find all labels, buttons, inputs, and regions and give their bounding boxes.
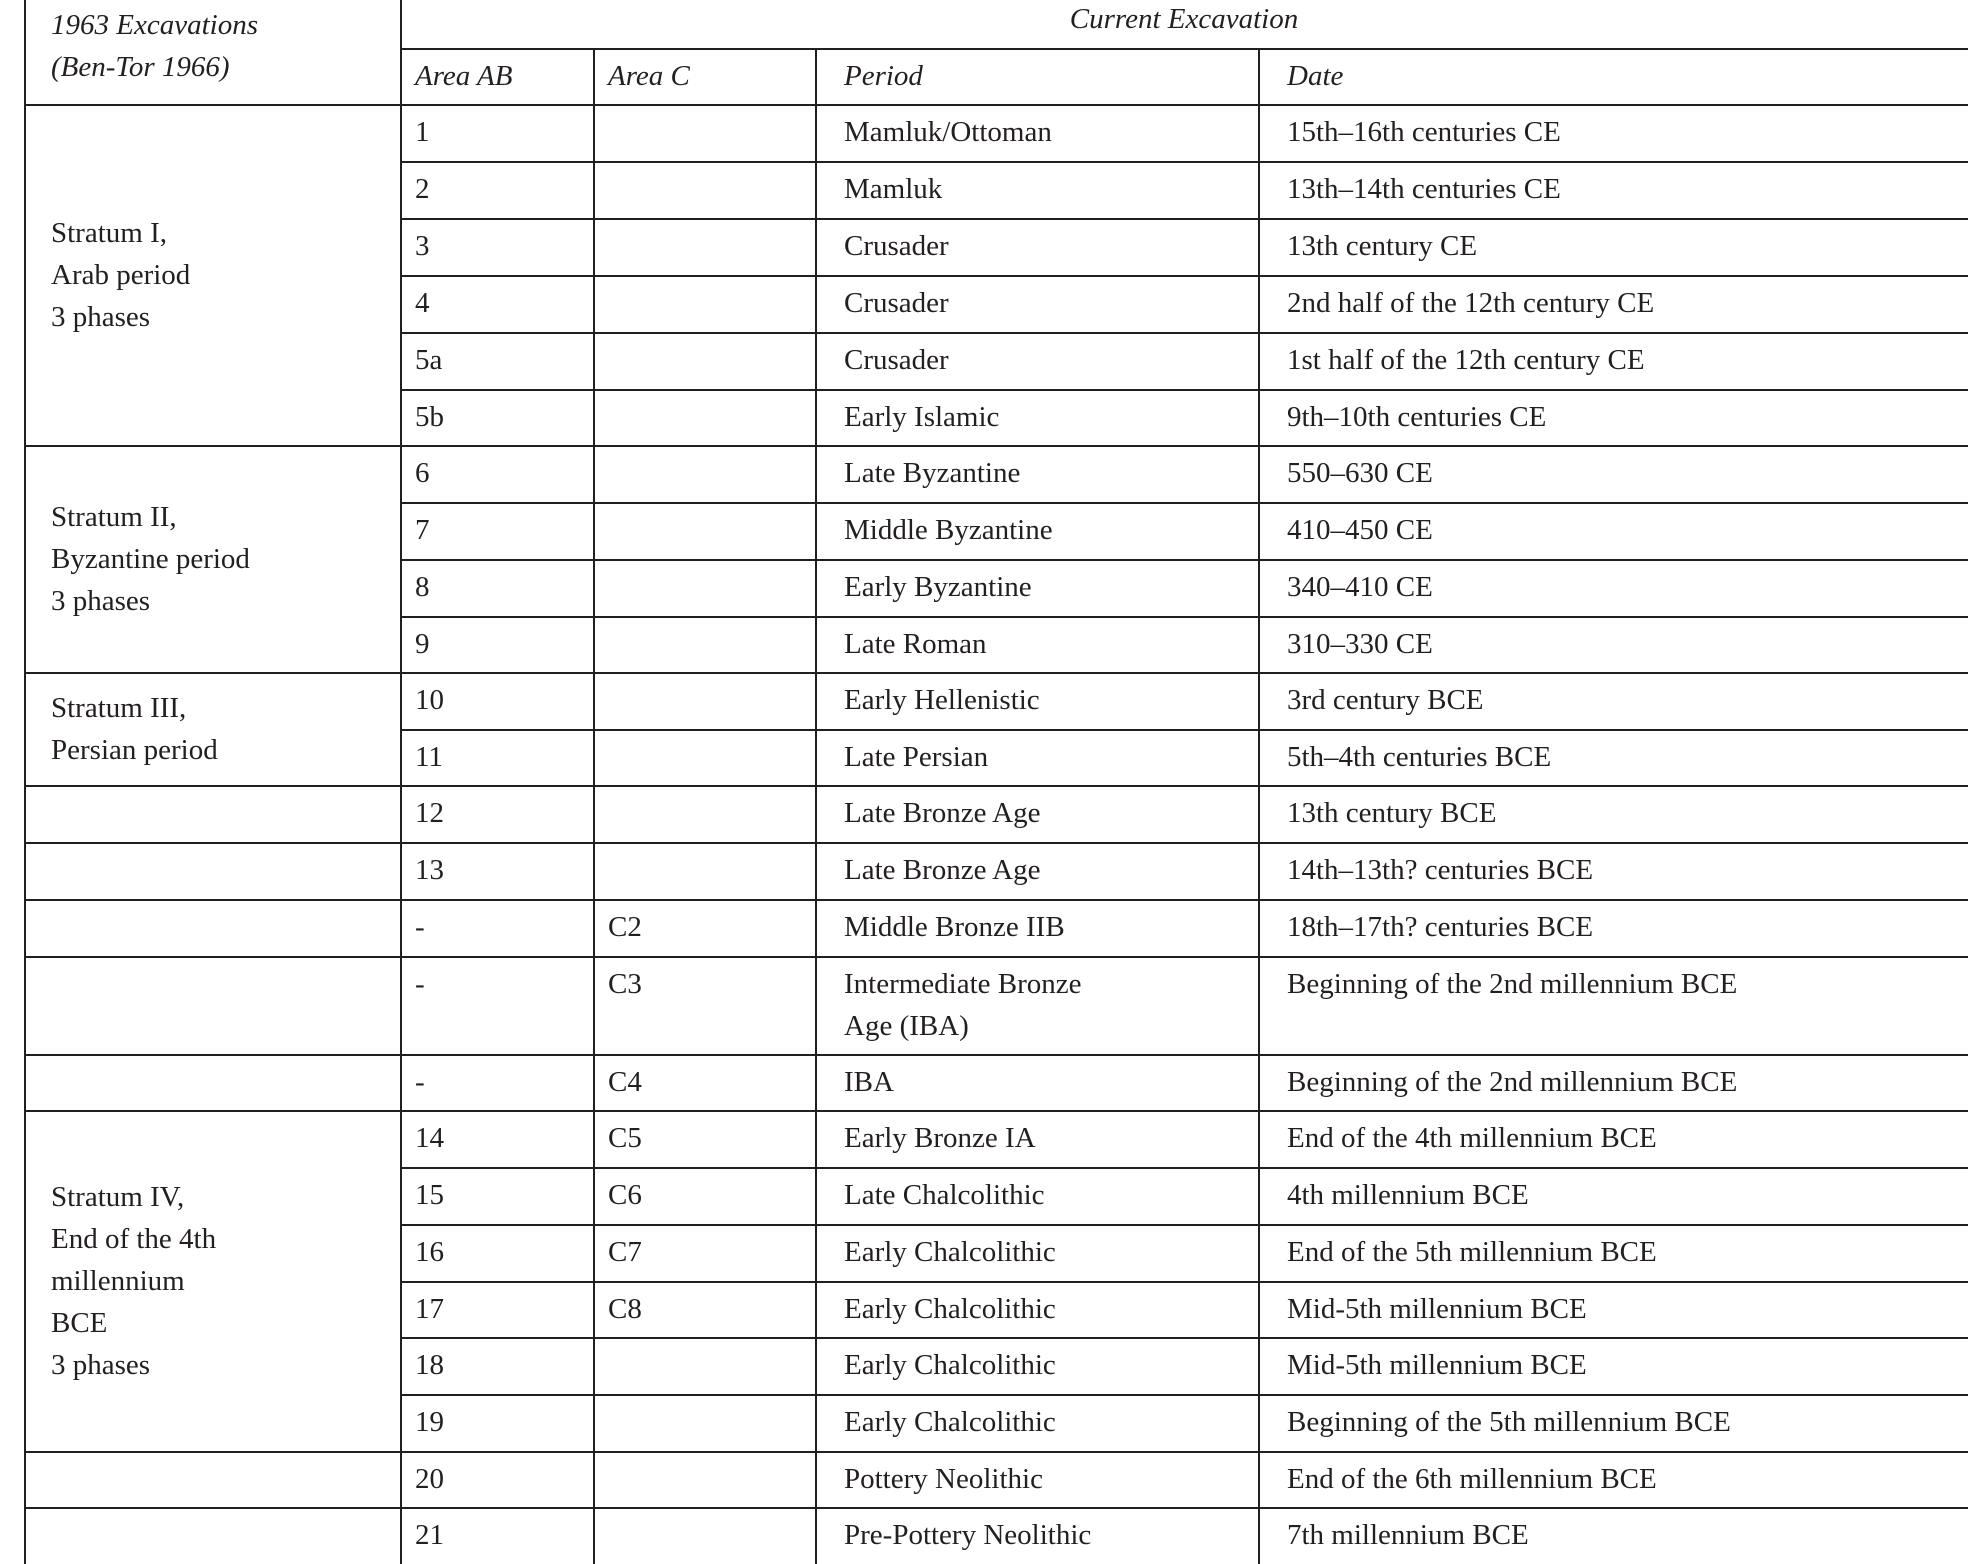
cell-period: Mamluk/Ottoman	[844, 116, 1052, 148]
row-rule	[400, 616, 1968, 618]
cell-area-c: C7	[608, 1236, 642, 1268]
stratum-label: Stratum II, Byzantine period 3 phases	[51, 500, 250, 617]
cell-period: Middle Byzantine	[844, 514, 1053, 546]
column-rule	[1258, 48, 1260, 1564]
cell-area-ab: 5a	[415, 344, 443, 376]
cell-period: Crusader	[844, 344, 949, 376]
cell-date: Beginning of the 2nd millennium BCE	[1287, 1066, 1738, 1098]
cell-period: Late Persian	[844, 741, 989, 773]
cell-date: 310–330 CE	[1287, 628, 1433, 660]
cell-date: 7th millennium BCE	[1287, 1519, 1529, 1551]
cell-area-ab: 12	[415, 797, 444, 829]
row-rule	[24, 1451, 1968, 1453]
cell-area-ab: 14	[415, 1122, 444, 1154]
cell-date: 2nd half of the 12th century CE	[1287, 287, 1655, 319]
cell-period: Early Byzantine	[844, 571, 1032, 603]
cell-date: 9th–10th centuries CE	[1287, 401, 1547, 433]
cell-area-c: C4	[608, 1066, 642, 1098]
cell-date: End of the 6th millennium BCE	[1287, 1463, 1657, 1495]
column-rule	[593, 48, 595, 1564]
row-rule	[400, 218, 1968, 220]
cell-area-c: C6	[608, 1179, 642, 1211]
cell-period: Mamluk	[844, 173, 943, 205]
cell-area-ab: 8	[415, 571, 430, 603]
cell-period: Crusader	[844, 287, 949, 319]
cell-area-ab: 4	[415, 287, 430, 319]
stratum-label: Stratum III, Persian period	[51, 691, 218, 766]
cell-area-ab: 15	[415, 1179, 444, 1211]
cell-date: 410–450 CE	[1287, 514, 1433, 546]
cell-area-ab: 1	[415, 116, 430, 148]
cell-area-ab: 11	[415, 741, 443, 773]
row-rule	[24, 956, 1968, 958]
cell-date: 14th–13th? centuries BCE	[1287, 854, 1594, 886]
cell-area-ab: 3	[415, 230, 430, 262]
column-rule	[400, 0, 402, 1564]
cell-area-ab: 6	[415, 457, 430, 489]
cell-area-ab: 20	[415, 1463, 444, 1495]
cell-period: Crusader	[844, 230, 949, 262]
cell-date: 550–630 CE	[1287, 457, 1433, 489]
row-rule	[24, 1507, 1968, 1509]
row-rule	[400, 275, 1968, 277]
cell-area-ab: 18	[415, 1349, 444, 1381]
header-old-excavations: 1963 Excavations (Ben-Tor 1966)	[51, 9, 258, 83]
header-current-excavation: Current Excavation	[1069, 3, 1299, 35]
cell-date: 18th–17th? centuries BCE	[1287, 911, 1594, 943]
header-rule	[24, 104, 1968, 106]
cell-period: Late Chalcolithic	[844, 1179, 1045, 1211]
row-rule	[24, 842, 1968, 844]
cell-date: Beginning of the 2nd millennium BCE	[1287, 968, 1738, 1000]
cell-area-c: C3	[608, 968, 642, 1000]
row-rule	[400, 502, 1968, 504]
cell-area-ab: 17	[415, 1293, 444, 1325]
cell-area-ab: 5b	[415, 401, 444, 433]
cell-area-ab: 9	[415, 628, 430, 660]
row-rule	[24, 899, 1968, 901]
cell-date: Mid-5th millennium BCE	[1287, 1293, 1587, 1325]
cell-date: 13th century BCE	[1287, 797, 1497, 829]
row-rule	[400, 729, 1968, 731]
row-rule	[400, 1167, 1968, 1169]
cell-date: Beginning of the 5th millennium BCE	[1287, 1406, 1731, 1438]
cell-area-ab: -	[415, 911, 425, 943]
column-header-date: Date	[1287, 60, 1344, 92]
cell-date: Mid-5th millennium BCE	[1287, 1349, 1587, 1381]
cell-area-ab: 21	[415, 1519, 444, 1551]
cell-period: Early Chalcolithic	[844, 1236, 1056, 1268]
cell-date: End of the 4th millennium BCE	[1287, 1122, 1657, 1154]
stratum-label: Stratum I, Arab period 3 phases	[51, 216, 191, 333]
cell-period: Pottery Neolithic	[844, 1463, 1043, 1495]
column-rule	[815, 48, 817, 1564]
cell-period: Late Bronze Age	[844, 854, 1041, 886]
cell-period: Early Chalcolithic	[844, 1406, 1056, 1438]
cell-period: Middle Bronze IIB	[844, 911, 1065, 943]
column-header-period: Period	[844, 60, 923, 92]
row-rule	[24, 1110, 1968, 1112]
cell-date: 13th century CE	[1287, 230, 1478, 262]
cell-date: 1st half of the 12th century CE	[1287, 344, 1645, 376]
row-rule	[400, 161, 1968, 163]
cell-area-ab: 16	[415, 1236, 444, 1268]
cell-period: IBA	[844, 1066, 894, 1098]
column-header-area-c: Area C	[608, 60, 690, 92]
row-rule	[400, 332, 1968, 334]
row-rule	[24, 785, 1968, 787]
cell-period: Early Chalcolithic	[844, 1349, 1056, 1381]
cell-period: Intermediate Bronze Age (IBA)	[844, 968, 1082, 1042]
row-rule	[400, 559, 1968, 561]
column-header-area-ab: Area AB	[415, 60, 513, 92]
cell-period: Late Roman	[844, 628, 987, 660]
cell-period: Early Chalcolithic	[844, 1293, 1056, 1325]
cell-period: Late Bronze Age	[844, 797, 1041, 829]
row-rule	[24, 445, 1968, 447]
row-rule	[400, 1281, 1968, 1283]
cell-area-ab: 19	[415, 1406, 444, 1438]
cell-area-ab: 13	[415, 854, 444, 886]
cell-date: 13th–14th centuries CE	[1287, 173, 1561, 205]
cell-date: 5th–4th centuries BCE	[1287, 741, 1552, 773]
cell-area-ab: 10	[415, 684, 444, 716]
cell-date: 4th millennium BCE	[1287, 1179, 1529, 1211]
cell-period: Pre-Pottery Neolithic	[844, 1519, 1092, 1551]
row-rule	[400, 1394, 1968, 1396]
cell-date: 340–410 CE	[1287, 571, 1433, 603]
cell-area-c: C8	[608, 1293, 642, 1325]
row-rule	[400, 1224, 1968, 1226]
cell-area-ab: -	[415, 1066, 425, 1098]
cell-date: 3rd century BCE	[1287, 684, 1484, 716]
cell-area-c: C2	[608, 911, 642, 943]
cell-date: End of the 5th millennium BCE	[1287, 1236, 1657, 1268]
cell-period: Early Bronze IA	[844, 1122, 1036, 1154]
row-rule	[400, 1337, 1968, 1339]
cell-area-ab: 2	[415, 173, 430, 205]
cell-area-ab: 7	[415, 514, 430, 546]
row-rule	[24, 672, 1968, 674]
cell-period: Early Hellenistic	[844, 684, 1040, 716]
table-left-border	[24, 0, 26, 1564]
cell-area-c: C5	[608, 1122, 642, 1154]
stratum-label: Stratum IV, End of the 4th millennium BCE 3 phases	[51, 1180, 217, 1381]
subheader-rule	[400, 48, 1968, 50]
cell-period: Late Byzantine	[844, 457, 1021, 489]
cell-date: 15th–16th centuries CE	[1287, 116, 1561, 148]
row-rule	[400, 389, 1968, 391]
row-rule	[24, 1054, 1968, 1056]
cell-area-ab: -	[415, 968, 425, 1000]
cell-period: Early Islamic	[844, 401, 1000, 433]
